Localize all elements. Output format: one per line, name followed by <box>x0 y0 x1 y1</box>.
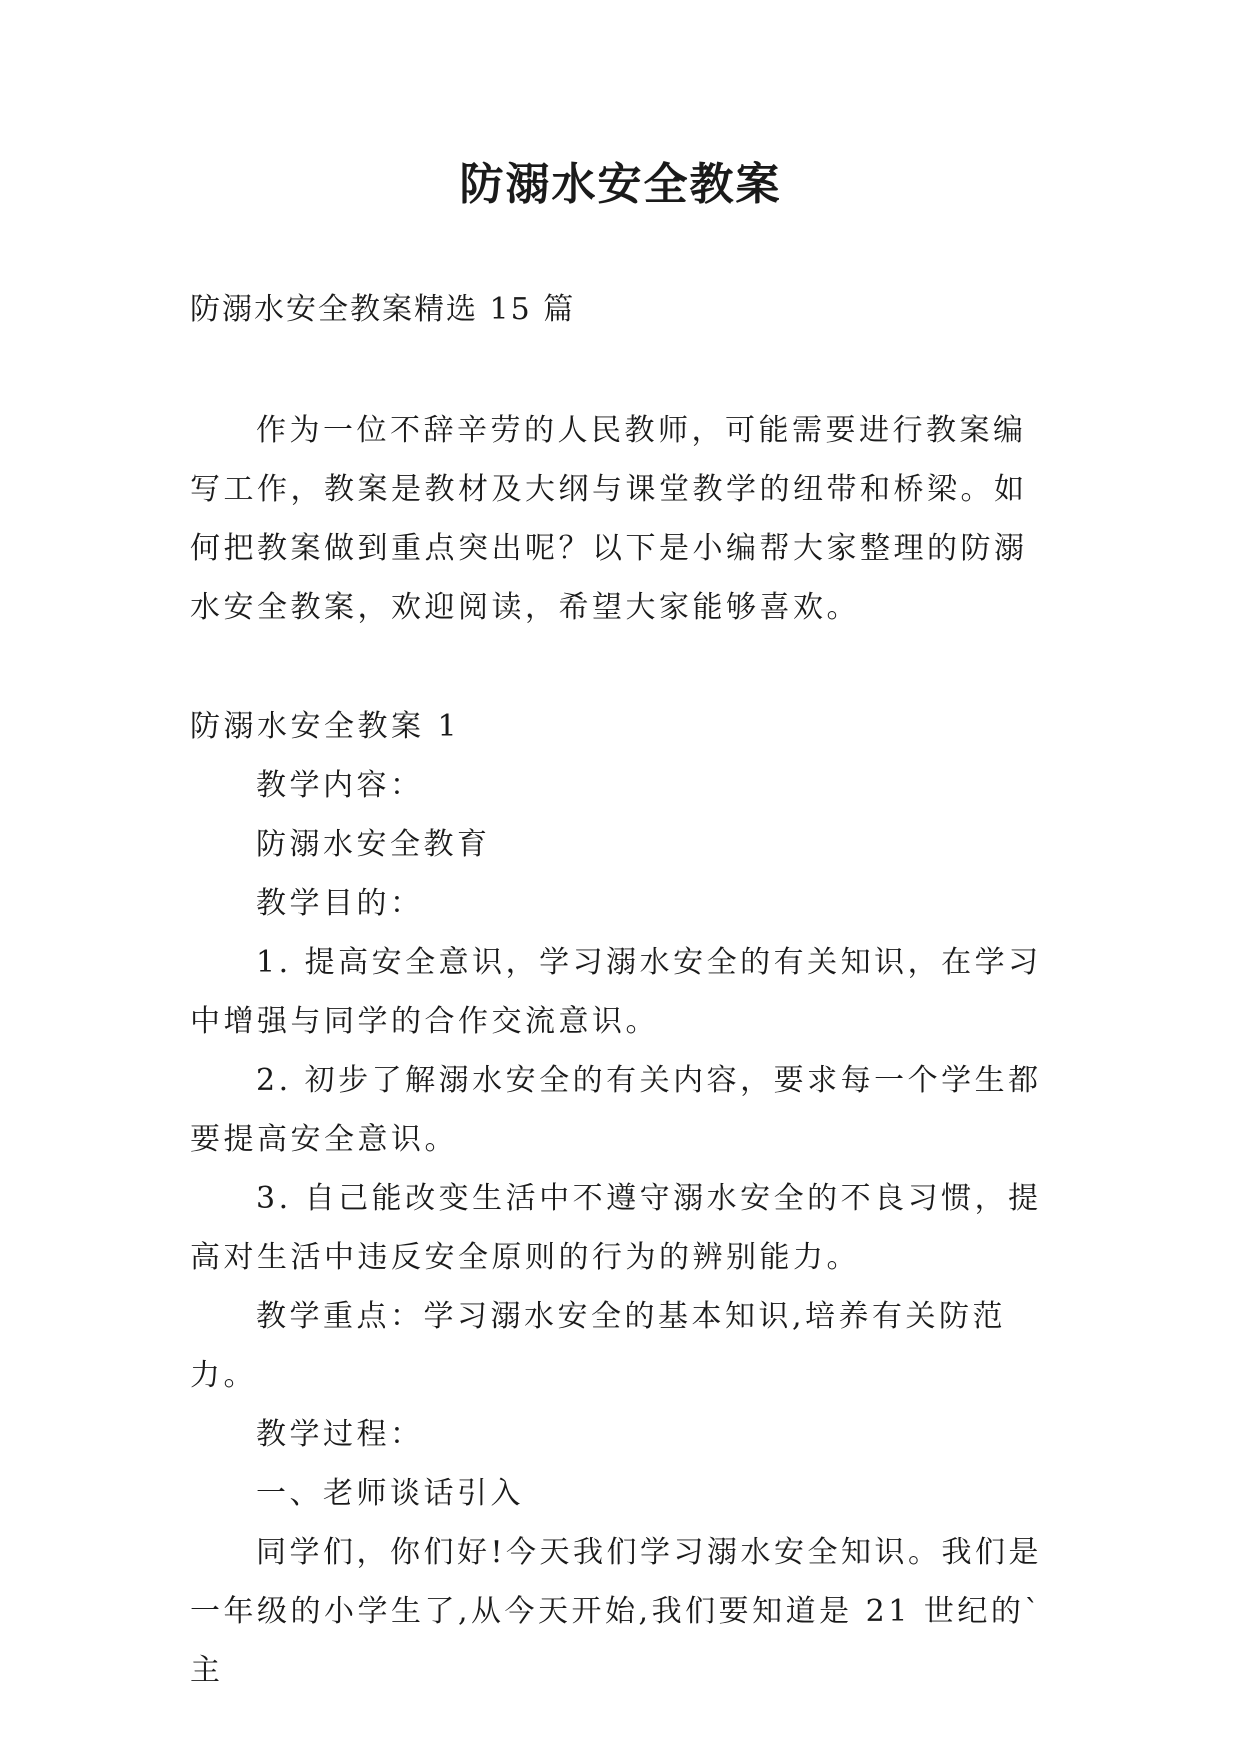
lesson-plan-section <box>190 697 1052 1700</box>
document-title: 防溺水安全教案 <box>459 159 782 210</box>
intro-paragraph: 作为一位不辞辛劳的人民教师，可能需要进行教案编写工作，教案是教材及大纲与课堂教学的纽带和桥梁。如何把教案做到重点突出呢？以下是小编帮大家整理的防溺水安全教案，欢迎阅读，希望大家能够喜欢。 <box>190 413 1028 625</box>
document-subtitle: 防溺水安全教案精选 15 篇 <box>190 292 576 327</box>
paragraph-teaching-content-label: 教学内容： <box>256 768 424 803</box>
paragraph-step-1-text: 同学们，你们好!今天我们学习溺水安全知识。我们是一年级的小学生了,从今天开始,我们要知道是 21 世纪的`主 <box>190 1535 1043 1688</box>
paragraph-teaching-content: 防溺水安全教育 <box>256 827 491 862</box>
paragraph-process-label: 教学过程： <box>256 1417 424 1452</box>
paragraph-key-points: 教学重点：学习溺水安全的基本知识,培养有关防范力。 <box>190 1299 1007 1393</box>
paragraph-goal-1: 1. 提高安全意识，学习溺水安全的有关知识，在学习中增强与同学的合作交流意识。 <box>190 945 1042 1039</box>
paragraph-step-1-heading: 一、老师谈话引入 <box>256 1476 524 1511</box>
intro-block <box>190 401 1052 637</box>
paragraph-goal-2: 2. 初步了解溺水安全的有关内容，要求每一个学生都要提高安全意识。 <box>190 1063 1042 1157</box>
paragraph-teaching-goals-label: 教学目的： <box>256 886 424 921</box>
paragraph-goal-3: 3. 自己能改变生活中不遵守溺水安全的不良习惯，提高对生活中违反安全原则的行为的辨别能力。 <box>190 1181 1042 1275</box>
section-heading: 防溺水安全教案 1 <box>190 709 461 744</box>
